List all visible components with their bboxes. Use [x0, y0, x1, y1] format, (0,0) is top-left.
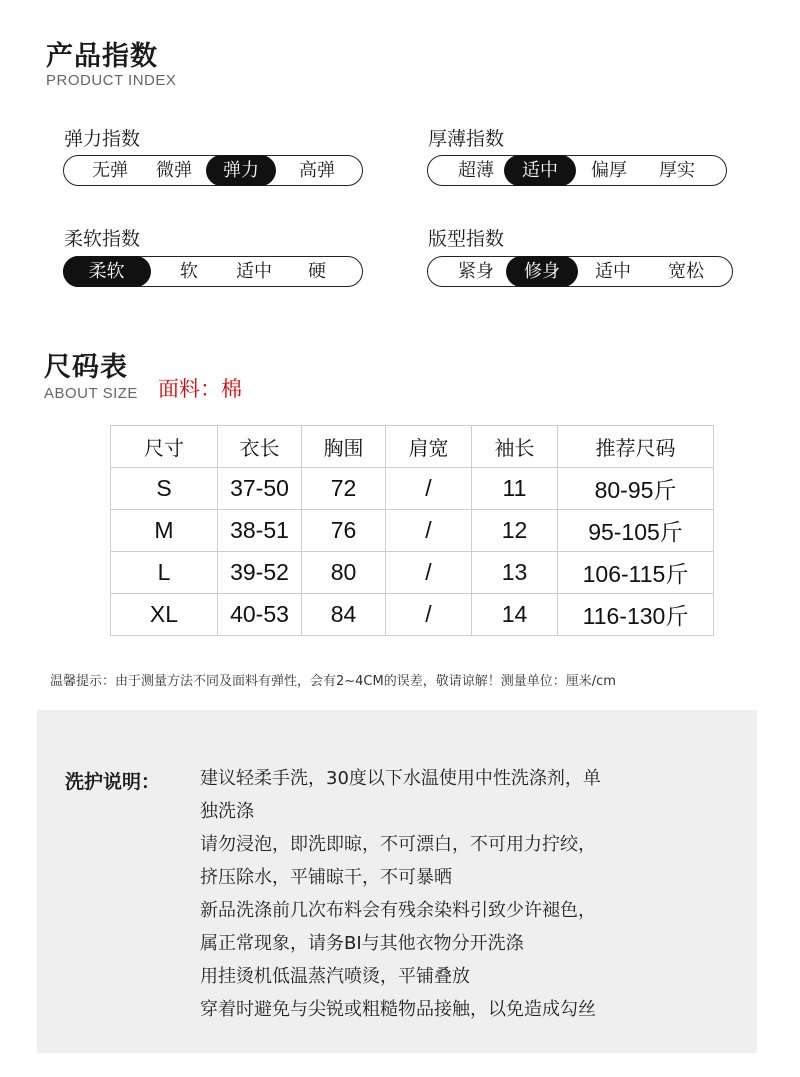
table-cell: 38-51: [218, 510, 302, 552]
size-chart-title: 尺码表: [44, 352, 128, 383]
care-line: 穿着时避免与尖锐或粗糙物品接触，以免造成勾丝: [200, 999, 596, 1020]
softness-label: 柔软指数: [64, 228, 141, 250]
care-instructions-panel: [37, 710, 757, 1053]
header-cell: 肩宽: [386, 426, 472, 468]
fit-option: 适中: [595, 260, 631, 282]
measurement-tip: 温馨提示：由于测量方法不同及面料有弹性，会有2~4CM的误差，敬请谅解！测量单位：厘米/cm: [50, 674, 616, 689]
softness-option: 硬: [308, 260, 326, 282]
table-cell: XL: [111, 594, 218, 636]
table-cell: 76: [302, 510, 386, 552]
header-cell: 胸围: [302, 426, 386, 468]
care-line: 请勿浸泡，即洗即晾，不可漂白，不可用力拧绞，: [200, 834, 596, 855]
table-row: [111, 468, 714, 510]
care-line: 属正常现象，请务BI与其他衣物分开洗涤: [200, 933, 524, 954]
care-title: 洗护说明：: [65, 771, 161, 793]
care-lines: [200, 762, 720, 1026]
table-cell: 72: [302, 468, 386, 510]
table-cell: 40-53: [218, 594, 302, 636]
fit-option: 宽松: [668, 260, 704, 282]
care-line: 挤压除水，平铺晾干，不可暴晒: [200, 867, 452, 888]
thickness-option: 厚实: [659, 159, 695, 181]
header-cell: 衣长: [218, 426, 302, 468]
softness-option: 软: [180, 260, 198, 282]
thickness-scale: [427, 155, 727, 186]
table-cell: 11: [472, 468, 558, 510]
elasticity-option: 微弹: [156, 159, 192, 181]
product-index-title: 产品指数: [46, 41, 158, 72]
table-cell: M: [111, 510, 218, 552]
table-row: [111, 594, 714, 636]
thickness-label: 厚薄指数: [428, 128, 505, 150]
header-cell: 尺寸: [111, 426, 218, 468]
header-cell: 推荐尺码: [558, 426, 714, 468]
fit-option: 紧身: [458, 260, 494, 282]
table-cell: L: [111, 552, 218, 594]
care-line: 独洗涤: [200, 801, 254, 822]
softness-option: 适中: [236, 260, 272, 282]
size-chart-subtitle: ABOUT SIZE: [44, 385, 138, 402]
table-cell: /: [386, 510, 472, 552]
table-cell: S: [111, 468, 218, 510]
table-cell: 84: [302, 594, 386, 636]
table-header-row: [111, 426, 714, 468]
material-note: 面料：棉: [158, 377, 242, 401]
care-line: 用挂烫机低温蒸汽喷烫，平铺叠放: [200, 966, 470, 987]
table-cell: 106-115斤: [558, 552, 714, 594]
table-cell: /: [386, 468, 472, 510]
table-cell: 80: [302, 552, 386, 594]
table-row: [111, 510, 714, 552]
table-row: [111, 552, 714, 594]
table-cell: 13: [472, 552, 558, 594]
thickness-option-selected: 适中: [504, 155, 576, 186]
table-cell: 37-50: [218, 468, 302, 510]
fit-label: 版型指数: [428, 228, 505, 250]
elasticity-label: 弹力指数: [64, 128, 141, 150]
table-cell: 14: [472, 594, 558, 636]
table-cell: 39-52: [218, 552, 302, 594]
table-cell: /: [386, 594, 472, 636]
size-table: [110, 425, 714, 636]
table-cell: 12: [472, 510, 558, 552]
softness-scale: [63, 256, 363, 287]
elasticity-scale: [63, 155, 363, 186]
fit-option-selected: 修身: [506, 256, 578, 287]
thickness-option: 超薄: [458, 159, 494, 181]
fit-scale: [427, 256, 733, 287]
elasticity-option: 高弹: [299, 159, 335, 181]
table-cell: 95-105斤: [558, 510, 714, 552]
table-cell: /: [386, 552, 472, 594]
table-cell: 80-95斤: [558, 468, 714, 510]
table-cell: 116-130斤: [558, 594, 714, 636]
softness-option-selected: 柔软: [63, 256, 151, 287]
elasticity-option: 无弹: [92, 159, 128, 181]
care-line: 新品洗涤前几次布料会有残余染料引致少许褪色，: [200, 900, 596, 921]
elasticity-option-selected: 弹力: [206, 155, 276, 186]
product-index-subtitle: PRODUCT INDEX: [46, 72, 177, 89]
thickness-option: 偏厚: [591, 159, 627, 181]
care-line: 建议轻柔手洗，30度以下水温使用中性洗涤剂，单: [200, 768, 601, 789]
header-cell: 袖长: [472, 426, 558, 468]
